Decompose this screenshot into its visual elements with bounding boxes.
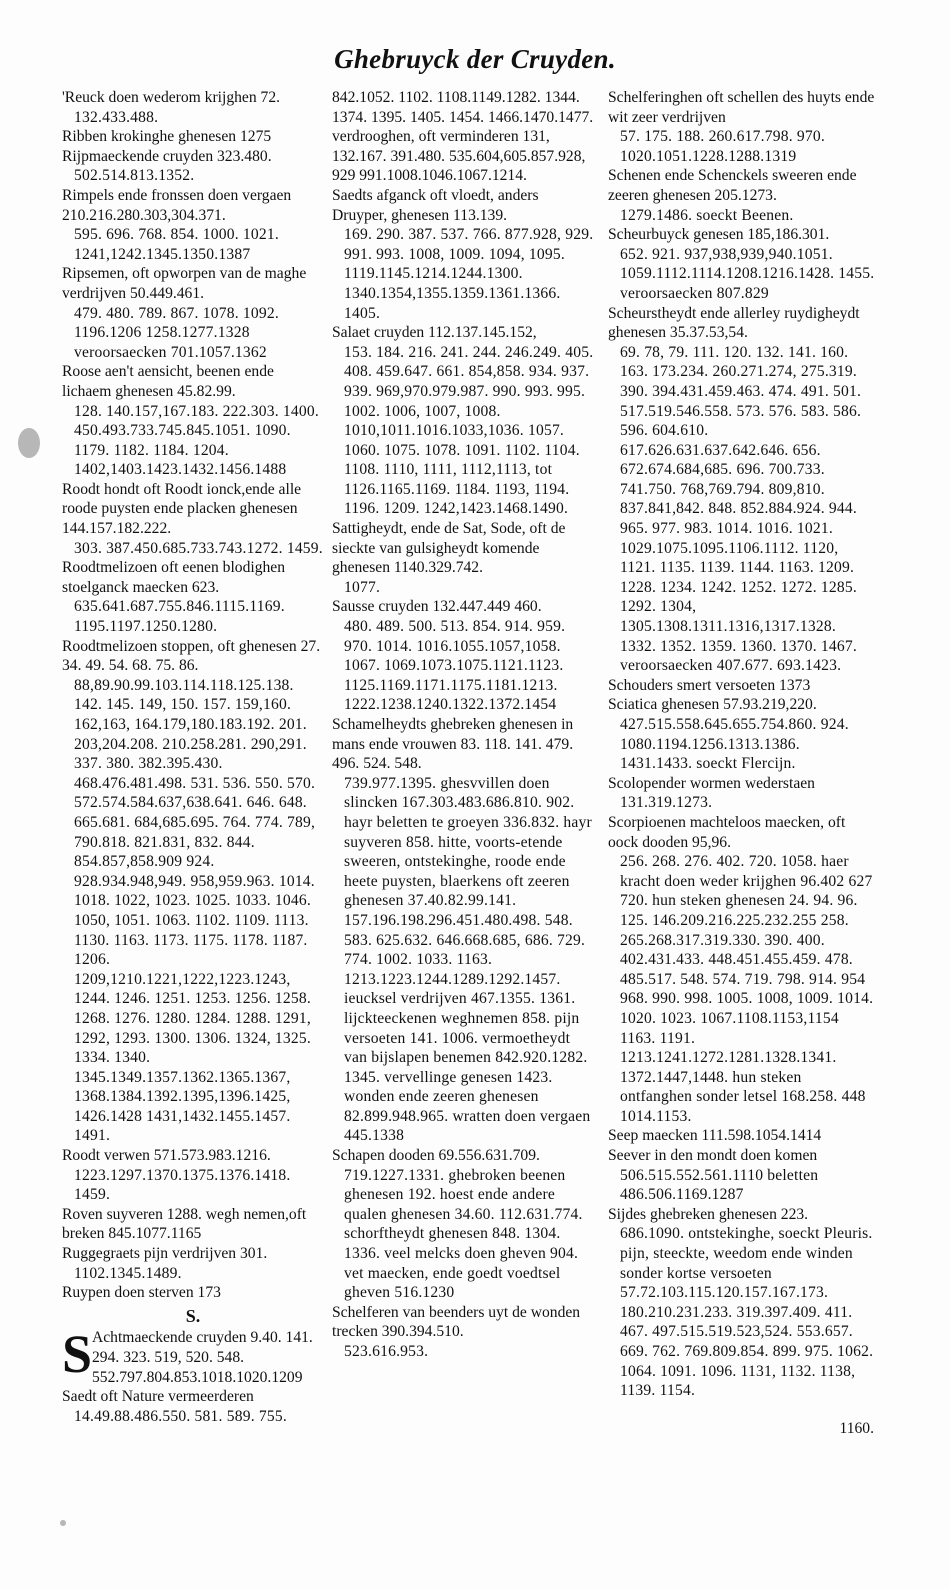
- entry-references: 686.1090. ontstekinghe, soeckt Pleuris. pijn, steeckte, weedom ende winden sonder kortse versoeten 57.72.103.115.120.157.167.173. 180.210.231.233. 319.397.409. 411. 467. 497.515.519.523,524. 553.657. 669. 762. 769.809.854. 899. 975. 1062. 1064. 1091. 1096. 1131, 1132. 1138, 1139. 1154.: [620, 1225, 874, 1400]
- entry-references: 1279.1486. soeckt Beenen.: [620, 206, 794, 224]
- entry-heading: Rijpmaeckende cruyden 323.480.: [62, 147, 272, 165]
- index-entry: [62, 186, 324, 264]
- entry-references: 502.514.813.1352.: [74, 167, 195, 185]
- entry-references: 506.515.552.561.1110 beletten 486.506.1169.1287: [620, 1166, 819, 1204]
- entry-references: 635.641.687.755.846.1115.1169. 1195.1197.1250.1280.: [74, 598, 285, 636]
- entry-heading: Saedts afganck oft vloedt, anders Druyper, ghenesen 113.139.: [332, 186, 539, 224]
- index-entry: [608, 1205, 876, 1401]
- entry-references: 303. 387.450.685.733.743.1272. 1459.: [74, 539, 323, 557]
- entry-heading: Sausse cruyden 132.447.449 460.: [332, 598, 542, 616]
- index-entry: [62, 558, 324, 636]
- entry-heading: Sciatica ghenesen 57.93.219,220.: [608, 696, 817, 714]
- entry-heading: Sattigheydt, ende de Sat, Sode, oft de sieckte van gulsigheydt komende ghenesen 1140.329.742.: [332, 520, 566, 577]
- index-entry: [62, 637, 324, 1146]
- entry-references: 69. 78, 79. 111. 120. 132. 141. 160. 163. 173.234. 260.271.274, 275.319. 390. 394.431.459.463. 474. 491. 501. 517.519.546.558. 573. 576. 583. 586. 596. 604.610. 617.626.631.637.642.646. 656. 672.674.684,685. 696. 700.733. 741.750. 768,769.794. 809,810. 837.841,842. 848. 852.884.924. 944. 965. 977. 983. 1014. 1016. 1021. 1029.1075.1095.1106.1112. 1120, 1121. 1135. 1139. 1144. 1163. 1209. 1228. 1234. 1242. 1252. 1272. 1285. 1292. 1304, 1305.1308.1311.1316,1317.1328. 1332. 1352. 1359. 1360. 1370. 1467. veroorsaecken 407.677. 693.1423.: [620, 343, 862, 675]
- index-entry: [608, 88, 876, 166]
- entry-references: 1223.1297.1370.1375.1376.1418. 1459.: [74, 1166, 291, 1204]
- scan-speck: [18, 428, 40, 458]
- entry-references: 480. 489. 500. 513. 854. 914. 959. 970. 1014. 1016.1055.1057,1058. 1067. 1069.1073.1075.1121.1123. 1125.1169.1171.1175.1181.1213. 1222.1238.1240.1322.1372.1454: [344, 618, 566, 714]
- entry-references: 169. 290. 387. 537. 766. 877.928, 929. 991. 993. 1008, 1009. 1094, 1095. 1119.1145.1214.1244.1300. 1340.1354,1355.1359.1361.1366. 1405.: [344, 226, 594, 322]
- dropcap-entry: [62, 1324, 324, 1387]
- index-entry: [332, 88, 595, 186]
- index-entry: [62, 1244, 324, 1283]
- entry-heading: Ribben krokinghe ghenesen 1275: [62, 128, 272, 146]
- entry-references: 1077.: [344, 578, 381, 596]
- entry-heading: Roodt hondt oft Roodt ionck,ende alle roode puysten ende placken ghenesen 144.157.182.222.: [62, 480, 302, 538]
- index-entry: [332, 323, 595, 519]
- entry-heading: Roodtmelizoen oft eenen blodighen stoelganck maecken 623.: [62, 559, 286, 596]
- index-entry: [62, 264, 324, 362]
- index-entry: [62, 362, 324, 480]
- scan-speck: [60, 1520, 66, 1526]
- page-header: Ghebruyck der Cruyden.: [334, 44, 616, 74]
- index-entry: [62, 1387, 324, 1426]
- entry-references: 128. 140.157,167.183. 222.303. 1400. 450.493.733.745.845.1051. 1090. 1179. 1182. 1184. 1204. 1402,1403.1423.1432.1456.1488: [74, 402, 320, 479]
- entry-heading: Schelferen van beenders uyt de wonden trecken 390.394.510.: [332, 1303, 581, 1341]
- index-entry: [608, 774, 876, 813]
- entry-references: 131.319.1273.: [620, 794, 713, 812]
- index-column-2: [332, 88, 595, 1362]
- entry-heading: Roodtmelizoen stoppen, oft ghenesen 27. 34. 49. 54. 68. 75. 86.: [62, 637, 321, 675]
- entry-references: 427.515.558.645.655.754.860. 924. 1080.1194.1256.1313.1386. 1431.1433. soeckt Flercijn.: [620, 716, 849, 773]
- entry-heading: Scorpioenen machteloos maecken, oft oock dooden 95,96.: [608, 813, 846, 851]
- entry-heading: Ripsemen, oft opworpen van de maghe verdrijven 50.449.461.: [62, 265, 307, 302]
- entry-references: 719.1227.1331. ghebroken beenen ghenesen 192. hoest ende andere qualen ghenesen 34.60. 112.631.774. schorftheydt ghenesen 848. 1304. 1336. veel melcks doen gheven 904. vet maecken, ende goedt voedtsel gheven 516.1230: [344, 1166, 583, 1302]
- entry-references: 479. 480. 789. 867. 1078. 1092. 1196.1206 1258.1277.1328 veroorsaecken 701.1057.1362: [74, 304, 280, 361]
- entry-heading: 'Reuck doen wederom krijghen 72.: [62, 89, 281, 106]
- entry-heading: Ruggegraets pijn verdrijven 301.: [62, 1245, 268, 1263]
- entry-heading: Roodt verwen 571.573.983.1216.: [62, 1147, 271, 1165]
- entry-heading: Schouders smert versoeten 1373: [608, 676, 811, 694]
- index-entry: [62, 88, 324, 127]
- index-entry: [62, 1205, 324, 1244]
- entry-references: 652. 921. 937,938,939,940.1051. 1059.1112.1114.1208.1216.1428. 1455. veroorsaecken 807.829: [620, 245, 875, 302]
- index-entry: [608, 676, 876, 696]
- entry-heading: Schenen ende Schenckels sweeren ende zeeren ghenesen 205.1273.: [608, 167, 857, 204]
- entry-heading: Salaet cruyden 112.137.145.152,: [332, 324, 537, 342]
- entry-heading: Saedt oft Nature vermeerderen: [62, 1388, 254, 1406]
- entry-references: 14.49.88.486.550. 581. 589. 755.: [74, 1407, 288, 1425]
- entry-heading: Seep maecken 111.598.1054.1414: [608, 1127, 822, 1145]
- entry-references: 153. 184. 216. 241. 244. 246.249. 405. 408. 459.647. 661. 854,858. 934. 937. 939. 969,970.979.987. 990. 993. 995. 1002. 1006, 1007, 1008. 1010,1011.1016.1033,1036. 1057. 1060. 1075. 1078. 1091. 1102. 1104. 1108. 1110, 1111, 1112,1113, tot 1126.1165.1169. 1184. 1193, 1194. 1196. 1209. 1242,1423.1468.1490.: [344, 343, 594, 518]
- entry-heading: Scolopender wormen wederstaen: [608, 774, 815, 792]
- index-entry: [62, 1283, 324, 1303]
- index-column-3: [608, 88, 876, 1401]
- index-entry: [332, 186, 595, 323]
- index-entry: [332, 1146, 595, 1303]
- entry-references: 132.433.488.: [74, 108, 159, 126]
- entry-references: 88,89.90.99.103.114.118.125.138. 142. 145. 149, 150. 157. 159,160. 162,163, 164.179,180.183.192. 201. 203,204.208. 210.258.281. 290,291. 337. 380. 382.395.430. 468.476.481.498. 531. 536. 550. 570. 572.574.584.637,638.641. 646. 648. 665.681. 684,685.695. 764. 774. 789, 790.818. 821.831, 832. 844. 854.857,858.909 924. 928.934.948,949. 958,959.963. 1014. 1018. 1022, 1023. 1025. 1033. 1046. 1050, 1051. 1063. 1102. 1109. 1113. 1130. 1163. 1173. 1175. 1178. 1187. 1206. 1209,1210.1221,1222,1223.1243, 1244. 1246. 1251. 1253. 1256. 1258. 1268. 1276. 1280. 1284. 1288. 1291, 1292, 1293. 1300. 1306. 1324, 1325. 1334. 1340. 1345.1349.1357.1362.1365.1367, 1368.1384.1392.1395,1396.1425, 1426.1428 1431,1432.1455.1457. 1491.: [74, 676, 316, 1145]
- index-entry: [332, 1303, 595, 1362]
- entry-references: 256. 268. 276. 402. 720. 1058. haer kracht doen weder krijghen 96.402 627 720. hun steken ghenesen 24. 94. 96. 125. 146.209.216.225.232.255 258. 265.268.317.319.330. 390. 400. 402.431.433. 448.451.455.459. 478. 485.517. 548. 574. 719. 798. 914. 954 968. 990. 998. 1005. 1008, 1009. 1014. 1020. 1023. 1067.1108.1153,1154 1163. 1191. 1213.1241.1272.1281.1328.1341. 1372.1447,1448. hun steken ontfanghen sonder letsel 168.258. 448 1014.1153.: [620, 853, 874, 1125]
- entry-heading: Sijdes ghebreken ghenesen 223.: [608, 1205, 809, 1223]
- entry-text: Achtmaeckende cruyden 9.40. 141. 294. 323. 519, 520. 548. 552.797.804.853.1018.1020.1209: [92, 1329, 313, 1386]
- entry-heading: Schelferinghen oft schellen des huyts ende wit zeer verdrijven: [608, 89, 875, 126]
- entry-heading: Schamelheydts ghebreken ghenesen in mans ende vrouwen 83. 118. 141. 479. 496. 524. 548.: [332, 716, 574, 773]
- index-entry: [332, 597, 595, 715]
- entry-heading: Schapen dooden 69.556.631.709.: [332, 1147, 540, 1165]
- index-entry: [62, 147, 324, 186]
- entry-heading: Seever in den mondt doen komen: [608, 1147, 818, 1165]
- entry-heading: 842.1052. 1102. 1108.1149.1282. 1344. 1374. 1395. 1405. 1454. 1466.1470.1477. verdrooghen, oft verminderen 131, 132.167. 391.480. 535.604,605.857.928, 929 991.1008.1046.1067.1214.: [332, 89, 594, 185]
- index-entry: [608, 813, 876, 1127]
- page-end-number: 1160.: [839, 1420, 874, 1437]
- index-entry: [62, 1146, 324, 1205]
- index-entry: [62, 127, 324, 147]
- index-entry: [332, 715, 595, 1146]
- entry-heading: Rimpels ende fronssen doen vergaen 210.216.280.303,304.371.: [62, 186, 292, 224]
- index-entry: [608, 1146, 876, 1205]
- index-column-1: [62, 88, 324, 1426]
- index-entry: [608, 225, 876, 303]
- section-letter: S.: [185, 1305, 201, 1326]
- index-entry: [62, 480, 324, 558]
- entry-references: 57. 175. 188. 260.617.798. 970. 1020.1051.1228.1288.1319: [620, 128, 826, 165]
- index-entry: [608, 304, 876, 676]
- index-entry: [332, 519, 595, 597]
- dropcap-letter: S: [62, 1324, 93, 1385]
- entry-references: 1102.1345.1489.: [74, 1264, 182, 1282]
- entry-heading: Scheurbuyck genesen 185,186.301.: [608, 226, 830, 244]
- entry-references: 595. 696. 768. 854. 1000. 1021. 1241,1242.1345.1350.1387: [74, 226, 280, 263]
- index-entry: [608, 695, 876, 773]
- entry-heading: Scheurstheydt ende allerley ruydigheydt ghenesen 35.37.53,54.: [608, 304, 860, 342]
- entry-references: 523.616.953.: [344, 1343, 429, 1360]
- entry-references: 739.977.1395. ghesvvillen doen slincken 167.303.483.686.810. 902. hayr beletten te groeyen 336.832. hayr suyveren 858. hitte, voorts-etende sweeren, ontstekinghe, roode ende heete puysten, blaerkens oft zeeren ghenesen 37.40.82.99.141. 157.196.198.296.451.480.498. 548. 583. 625.632. 646.668.685, 686. 729. 774. 1002. 1033. 1163. 1213.1223.1244.1289.1292.1457. ieucksel verdrijven 467.1355. 1361. lijckteeckenen weghnemen 858. pijn versoeten 141. 1006. vermoetheydt van bijslapen benemen 842.920.1282. 1345. vervellinge genesen 1423. wonden ende zeeren ghenesen 82.899.948.965. wratten doen vergaen 445.1338: [344, 774, 592, 1145]
- entry-heading: Roose aen't aensicht, beenen ende lichaem ghenesen 45.82.99.: [62, 363, 274, 400]
- entry-heading: Roven suyveren 1288. wegh nemen,oft breken 845.1077.1165: [62, 1205, 307, 1243]
- index-entry: [608, 1126, 876, 1146]
- index-entry: [608, 166, 876, 225]
- entry-heading: Ruypen doen sterven 173: [62, 1284, 221, 1302]
